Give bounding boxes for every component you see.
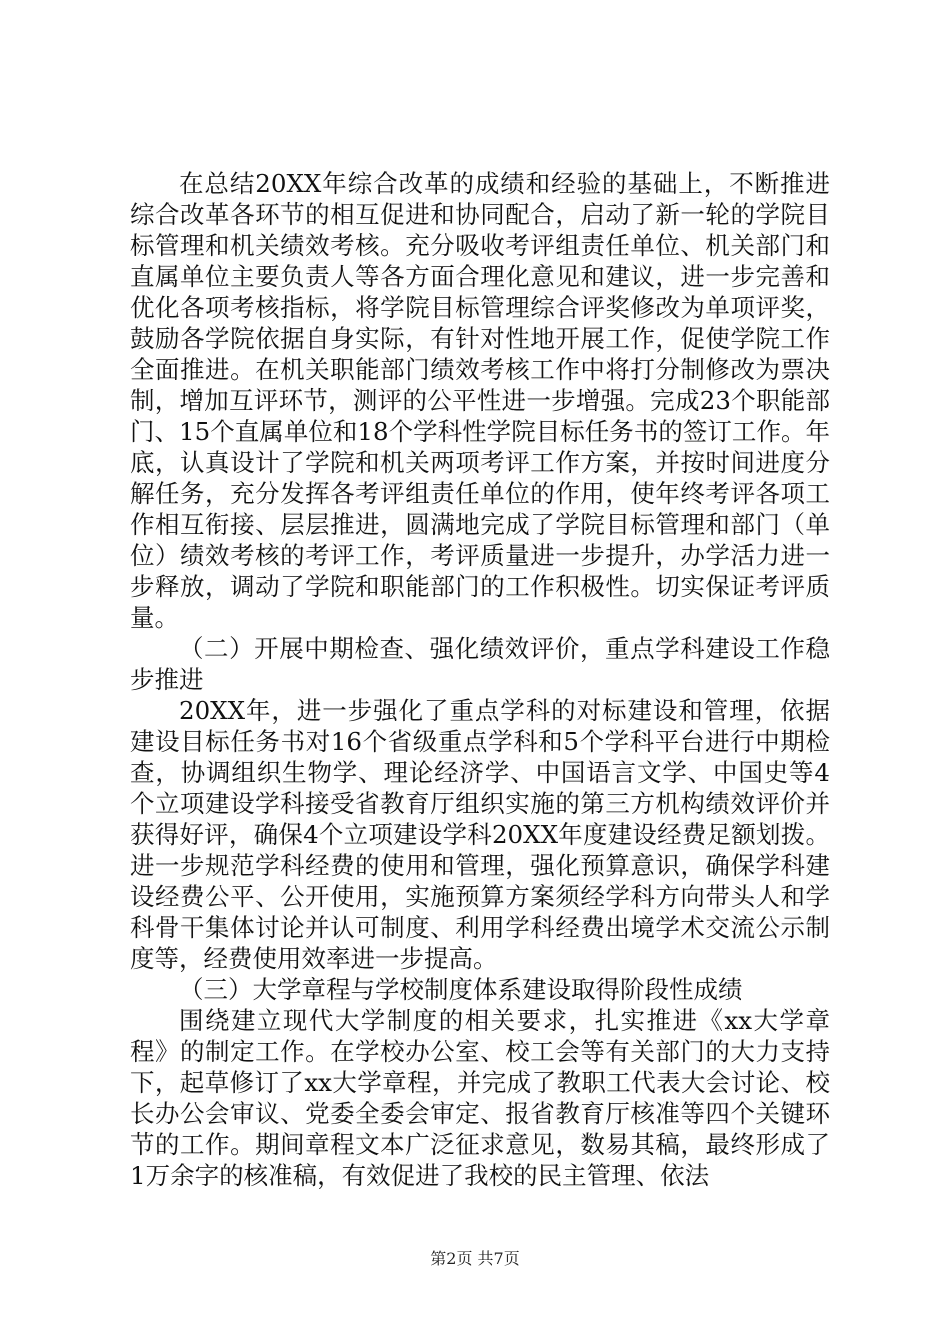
section-heading-2: （二）开展中期检查、强化绩效评价，重点学科建设工作稳步推进 (130, 634, 830, 694)
document-body (130, 168, 830, 1191)
section-heading-3: （三）大学章程与学校制度体系建设取得阶段性成绩 (179, 975, 743, 1004)
page-footer: 第2页 共7页 (430, 1249, 520, 1268)
paragraph-discipline-construction: 20XX年，进一步强化了重点学科的对标建设和管理，依据建设目标任务书对16个省级重点学科和5个学科平台进行中期检查，协调组织生物学、理论经济学、中国语言文学、中国史等4个立项建设学科接受省教育厅组织实施的第三方机构绩效评价并获得好评，确保4个立项建设学科20XX年度建设经费足额划拨。进一步规范学科经费的使用和管理，强化预算意识，确保学科建设经费公平、公开使用，实施预算方案须经学科方向带头人和学科骨干集体讨论并认可制度、利用学科经费出境学术交流公示制度等，经费使用效率进一步提高。 (130, 696, 830, 973)
paragraph-university-charter: 围绕建立现代大学制度的相关要求，扎实推进《xx大学章程》的制定工作。在学校办公室、校工会等有关部门的大力支持下，起草修订了xx大学章程，并完成了教职工代表大会讨论、校长办公会审议、党委全委会审定、报省教育厅核准等四个关键环节的工作。期间章程文本广泛征求意见，数易其稿，最终形成了1万余字的核准稿，有效促进了我校的民主管理、依法 (130, 1006, 830, 1190)
paragraph-reform-summary: 在总结20XX年综合改革的成绩和经验的基础上，不断推进综合改革各环节的相互促进和协同配合，启动了新一轮的学院目标管理和机关绩效考核。充分吸收考评组责任单位、机关部门和直属单位主要负责人等各方面合理化意见和建议，进一步完善和优化各项考核指标，将学院目标管理综合评奖修改为单项评奖，鼓励各学院依据自身实际，有针对性地开展工作，促使学院工作全面推进。在机关职能部门绩效考核工作中将打分制修改为票决制，增加互评环节，测评的公平性进一步增强。完成23个职能部门、15个直属单位和18个学科性学院目标任务书的签订工作。年底，认真设计了学院和机关两项考评工作方案，并按时间进度分解任务，充分发挥各考评组责任单位的作用，使年终考评各项工作相互衔接、层层推进，圆满地完成了学院目标管理和部门（单位）绩效考核的考评工作，考评质量进一步提升，办学活力进一步释放，调动了学院和职能部门的工作积极性。切实保证考评质量。 (130, 169, 830, 632)
